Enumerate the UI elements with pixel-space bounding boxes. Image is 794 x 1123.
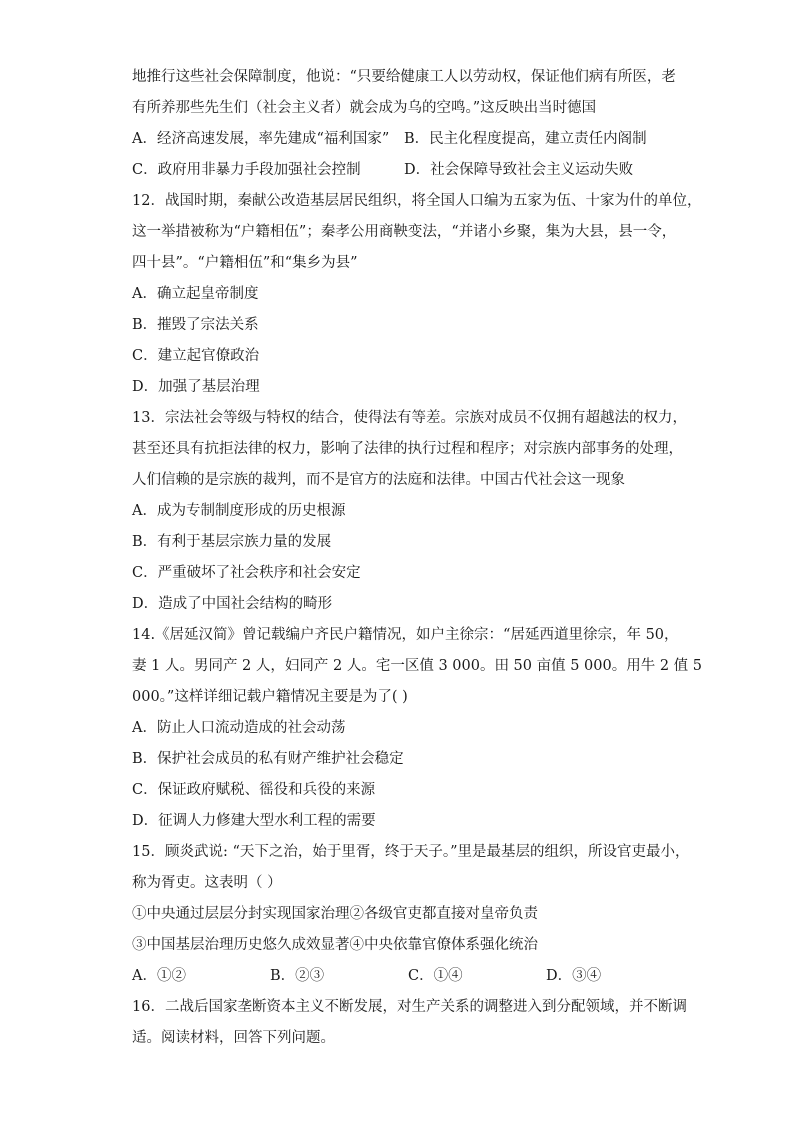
- question-13-option-a[interactable]: A．成为专制制度形成的历史根源: [132, 503, 346, 519]
- question-12-option-c[interactable]: C．建立起官僚政治: [132, 348, 260, 364]
- question-11-options-row-2: [132, 155, 672, 186]
- question-13-option-b[interactable]: B．有利于基层宗族力量的发展: [132, 534, 332, 550]
- question-15-stem-line-2: 称为胥吏。这表明（ ）: [132, 875, 282, 891]
- question-15-options-row: [132, 961, 672, 992]
- question-12-stem-line-2: 这一举措被称为“户籍相伍”；秦孝公用商鞅变法，“并诸小乡聚，集为大县，县一令，: [132, 224, 677, 240]
- question-13: [132, 403, 687, 620]
- question-12-stem-line-3: 四十县”。“户籍相伍”和“集乡为县”: [132, 255, 358, 271]
- question-11: [132, 62, 676, 186]
- question-15-option-b[interactable]: B．②③: [270, 968, 325, 984]
- question-13-option-d[interactable]: D．造成了中国社会结构的畸形: [132, 596, 333, 612]
- question-11-option-a[interactable]: A．经济高速发展，率先建成“福利国家”: [132, 131, 390, 147]
- exam-page: [132, 62, 703, 1054]
- question-13-stem-line-3: 人们信赖的是宗族的裁判，而不是官方的法庭和法律。中国古代社会这一现象: [132, 472, 625, 488]
- question-14-option-c[interactable]: C．保证政府赋税、徭役和兵役的来源: [132, 782, 376, 798]
- question-11-stem-line-1: 地推行这些社会保障制度，他说：“只要给健康工人以劳动权，保证他们病有所医，老: [132, 69, 676, 85]
- question-15-statements-line-2: ③中国基层治理历史悠久成效显著④中央依靠官僚体系强化统治: [132, 937, 538, 953]
- question-11-options-row-1: [132, 124, 672, 155]
- question-15-stem-line-1: 15．顾炎武说: “天下之治，始于里胥，终于天子。”里是最基层的组织，所设官吏最小，: [132, 844, 690, 860]
- question-12-option-b[interactable]: B．摧毁了宗法关系: [132, 317, 259, 333]
- question-14-stem-line-1: 14.《居延汉简》曾记载编户齐民户籍情况，如户主徐宗：“居延西道里徐宗，年 50，: [132, 627, 679, 643]
- question-11-option-c[interactable]: C．政府用非暴力手段加强社会控制: [132, 162, 361, 178]
- question-14-stem-line-2: 妻 1 人。男同产 2 人，妇同产 2 人。宅一区值 3 000。田 50 亩值 5 000。用牛 2 值 5: [132, 658, 703, 674]
- question-13-stem-line-2: 甚至还具有抗拒法律的权力，影响了法律的执行过程和程序；对宗族内部事务的处理，: [132, 441, 683, 457]
- question-15-option-a[interactable]: A．①②: [132, 968, 186, 984]
- question-12-stem-line-1: 12．战国时期，秦献公改造基层居民组织，将全国人口编为五家为伍、十家为什的单位，: [132, 193, 702, 209]
- question-12: [132, 186, 702, 403]
- question-14-option-d[interactable]: D．征调人力修建大型水利工程的需要: [132, 813, 376, 829]
- question-14-option-a[interactable]: A．防止人口流动造成的社会动荡: [132, 720, 346, 736]
- question-11-stem-line-2: 有所养那些先生们（社会主义者）就会成为乌的空鸣。”这反映出当时德国: [132, 100, 597, 116]
- question-16: [132, 992, 687, 1054]
- question-16-stem-line-2: 适。阅读材料，回答下列问题。: [132, 1030, 335, 1046]
- question-12-option-d[interactable]: D．加强了基层治理: [132, 379, 260, 395]
- question-11-option-b[interactable]: B．民主化程度提高，建立责任内阁制: [404, 131, 647, 147]
- question-13-option-c[interactable]: C．严重破坏了社会秩序和社会安定: [132, 565, 361, 581]
- question-15: [132, 837, 690, 992]
- question-11-option-d[interactable]: D．社会保障导致社会主义运动失败: [404, 162, 634, 178]
- question-14: [132, 620, 703, 837]
- question-13-stem-line-1: 13．宗法社会等级与特权的结合，使得法有等差。宗族对成员不仅拥有超越法的权力，: [132, 410, 687, 426]
- question-12-option-a[interactable]: A．确立起皇帝制度: [132, 286, 259, 302]
- question-15-option-d[interactable]: D．③④: [546, 968, 602, 984]
- question-16-stem-line-1: 16．二战后国家垄断资本主义不断发展，对生产关系的调整进入到分配领域，并不断调: [132, 999, 687, 1015]
- question-15-option-c[interactable]: C．①④: [408, 968, 463, 984]
- question-14-option-b[interactable]: B．保护社会成员的私有财产维护社会稳定: [132, 751, 404, 767]
- question-15-statements-line-1: ①中央通过层层分封实现国家治理②各级官吏都直接对皇帝负责: [132, 906, 538, 922]
- question-14-stem-line-3: 000。”这样详细记载户籍情况主要是为了( ): [132, 689, 408, 705]
